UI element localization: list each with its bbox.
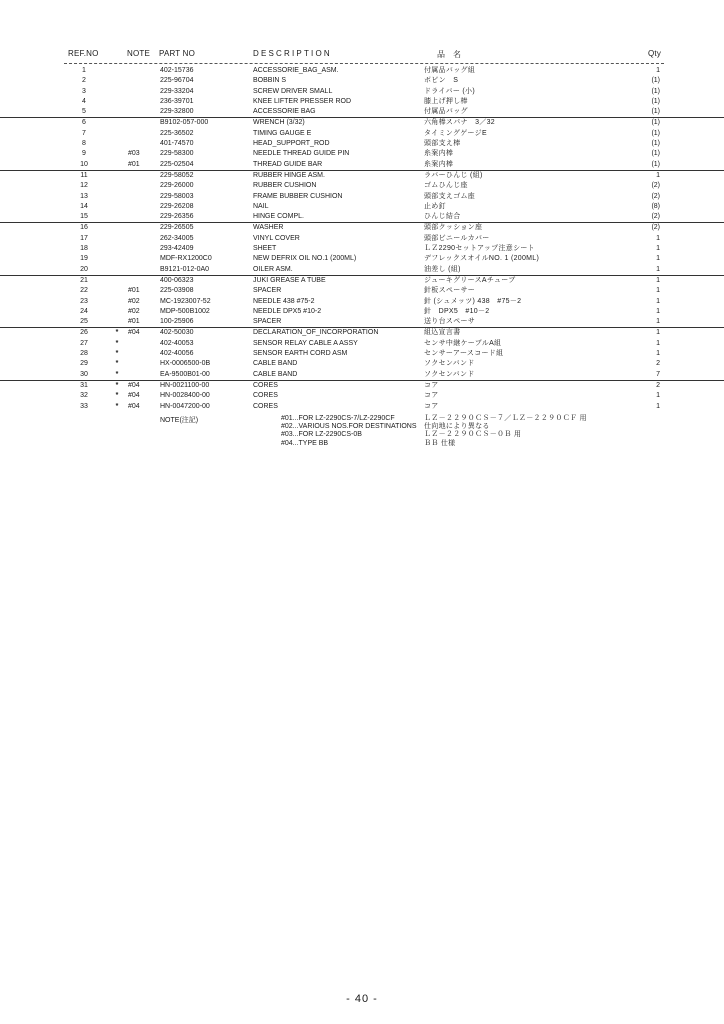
cell-ref-no: 29 <box>80 360 88 368</box>
cell-description: BOBBIN S <box>253 77 287 85</box>
cell-japanese-name: ジューキグリースAチューブ <box>424 276 516 284</box>
cell-description: SPACER <box>253 318 282 326</box>
cell-japanese-name: コア <box>424 402 439 410</box>
cell-quantity: (1) <box>651 77 660 85</box>
cell-japanese-name: 止め釘 <box>424 202 446 210</box>
cell-description: CORES <box>253 392 278 400</box>
cell-note-code: #02 <box>128 297 140 305</box>
cell-description: SHEET <box>253 245 277 253</box>
cell-part-no: 402-40053 <box>160 339 194 347</box>
cell-japanese-name: ボビン S <box>424 77 459 85</box>
table-row <box>0 254 724 264</box>
cell-part-no: B9102-057-000 <box>160 119 209 127</box>
table-row <box>0 107 724 117</box>
cell-ref-no: 21 <box>80 276 88 284</box>
cell-quantity: 1 <box>656 329 660 337</box>
cell-ref-no: 17 <box>80 234 88 242</box>
cell-quantity: (2) <box>651 182 660 190</box>
cell-quantity: (1) <box>651 97 660 105</box>
cell-ref-no: 31 <box>80 381 88 389</box>
cell-new-part-mark: * <box>115 339 119 347</box>
cell-description: HINGE COMPL. <box>253 213 304 221</box>
cell-ref-no: 13 <box>80 192 88 200</box>
cell-part-no: 229-58003 <box>160 192 194 200</box>
cell-part-no: 229-58300 <box>160 150 194 158</box>
cell-quantity: (2) <box>651 192 660 200</box>
cell-ref-no: 23 <box>80 297 88 305</box>
cell-description: RUBBER CUSHION <box>253 182 317 190</box>
cell-ref-no: 4 <box>82 97 86 105</box>
cell-part-no: 402-15736 <box>160 67 194 74</box>
cell-note-code: #04 <box>128 329 140 337</box>
cell-description: NEEDLE 438 #75-2 <box>253 297 315 305</box>
cell-japanese-name: 頭部支え棒 <box>424 140 461 148</box>
cell-new-part-mark: * <box>115 360 119 368</box>
cell-description: WASHER <box>253 224 284 232</box>
table-row <box>0 202 724 212</box>
cell-part-no: 100-25906 <box>160 318 194 326</box>
header-description: DESCRIPTION <box>253 49 332 58</box>
cell-quantity: 1 <box>656 297 660 305</box>
cell-quantity: (2) <box>651 224 660 232</box>
cell-quantity: 1 <box>656 265 660 273</box>
note-text-jp: ＢＢ 仕様 <box>424 439 456 447</box>
cell-part-no: 229-26208 <box>160 202 194 210</box>
header-ref-no: REF.NO <box>68 49 99 58</box>
cell-part-no: HN-0047200-00 <box>160 402 210 410</box>
cell-description: OILER ASM. <box>253 265 293 273</box>
cell-japanese-name: 糸案内棒 <box>424 160 454 168</box>
cell-japanese-name: 組込宣言書 <box>424 329 461 337</box>
cell-part-no: 225-36502 <box>160 129 194 137</box>
cell-quantity: 1 <box>656 234 660 242</box>
note-line <box>0 431 724 439</box>
cell-ref-no: 11 <box>80 171 88 179</box>
table-row <box>0 66 724 76</box>
cell-ref-no: 12 <box>80 182 88 190</box>
cell-japanese-name: 六角棒スパナ 3／32 <box>424 119 495 127</box>
cell-ref-no: 14 <box>80 202 88 210</box>
cell-ref-no: 2 <box>82 77 86 85</box>
cell-description: VINYL COVER <box>253 234 300 242</box>
cell-quantity: (1) <box>651 87 660 95</box>
table-row <box>0 170 724 181</box>
cell-part-no: HN-0028400-00 <box>160 392 210 400</box>
cell-description: KNEE LIFTER PRESSER ROD <box>253 97 352 105</box>
note-text-jp: ＬＺ－２２９０ＣＳ－７／ＬＺ－２２９０ＣＦ 用 <box>424 415 587 422</box>
cell-part-no: 236-39701 <box>160 97 194 105</box>
cell-ref-no: 33 <box>80 402 88 410</box>
cell-ref-no: 8 <box>82 140 86 148</box>
cell-japanese-name: 頭部ビニールカバー <box>424 234 490 242</box>
cell-new-part-mark: * <box>115 350 119 358</box>
cell-part-no: 225-03908 <box>160 287 194 295</box>
cell-quantity: 1 <box>656 307 660 315</box>
cell-japanese-name: ひんじ結合 <box>424 213 461 221</box>
cell-note-code: #03 <box>128 150 140 158</box>
cell-japanese-name: 付属品バッグ組 <box>424 67 476 74</box>
cell-ref-no: 27 <box>80 339 88 347</box>
table-row <box>0 234 724 244</box>
cell-note-code: #01 <box>128 287 140 295</box>
cell-note-code: #02 <box>128 307 140 315</box>
note-text-en: #04...TYPE BB <box>281 439 329 447</box>
table-row <box>0 181 724 191</box>
cell-description: JUKI GREASE A TUBE <box>253 276 326 284</box>
cell-ref-no: 18 <box>80 245 88 253</box>
cell-description: FRAME BUBBER CUSHION <box>253 192 343 200</box>
cell-description: CABLE BAND <box>253 370 298 378</box>
cell-japanese-name: センサーアースコード組 <box>424 350 504 358</box>
cell-part-no: MDP-500B1002 <box>160 307 210 315</box>
note-line <box>0 423 724 431</box>
cell-ref-no: 15 <box>80 213 88 221</box>
table-row <box>0 391 724 401</box>
notes-label: NOTE(注記) <box>160 417 199 424</box>
cell-japanese-name: 糸案内棒 <box>424 150 454 158</box>
cell-japanese-name: 送り台スペーサ <box>424 318 476 326</box>
cell-quantity: (1) <box>651 150 660 158</box>
table-row <box>0 370 724 380</box>
cell-ref-no: 10 <box>80 160 88 168</box>
cell-part-no: 293-42409 <box>160 245 194 253</box>
cell-japanese-name: ＬＺ2290セットアップ注意シート <box>424 245 535 253</box>
cell-ref-no: 24 <box>80 307 88 315</box>
cell-ref-no: 1 <box>82 67 86 74</box>
table-row <box>0 76 724 86</box>
cell-description: THREAD GUIDE BAR <box>253 160 323 168</box>
cell-part-no: 225-02504 <box>160 160 194 168</box>
note-text-en: #02...VARIOUS NOS.FOR DESTINATIONS <box>281 423 417 431</box>
table-row <box>0 380 724 391</box>
cell-ref-no: 25 <box>80 318 88 326</box>
table-row <box>0 327 724 338</box>
cell-ref-no: 19 <box>80 255 88 263</box>
notes-section <box>0 415 724 448</box>
cell-ref-no: 26 <box>80 329 88 337</box>
cell-part-no: 229-58052 <box>160 171 194 179</box>
cell-note-code: #04 <box>128 381 140 389</box>
cell-japanese-name: ドライバー (小) <box>424 87 475 95</box>
table-row <box>0 149 724 159</box>
table-row <box>0 212 724 222</box>
cell-part-no: MC-1923007-52 <box>160 297 211 305</box>
cell-part-no: 229-26356 <box>160 213 194 221</box>
table-row <box>0 359 724 369</box>
header-part-no: PART NO <box>159 49 196 58</box>
cell-part-no: HX-0006500-0B <box>160 360 211 368</box>
cell-new-part-mark: * <box>115 381 119 389</box>
table-row <box>0 307 724 317</box>
cell-part-no: B9121-012-0A0 <box>160 265 210 273</box>
cell-quantity: 2 <box>656 360 660 368</box>
cell-new-part-mark: * <box>115 370 119 378</box>
note-text-jp: ＬＺ－２２９０ＣＳ－０Ｂ 用 <box>424 431 522 439</box>
table-row <box>0 160 724 170</box>
cell-japanese-name: ソクセンバンド <box>424 370 475 378</box>
cell-quantity: 1 <box>656 392 660 400</box>
cell-description: NEW DEFRIX OIL NO.1 (200ML) <box>253 255 357 263</box>
table-row <box>0 402 724 412</box>
cell-new-part-mark: * <box>115 402 119 410</box>
cell-quantity: 1 <box>656 339 660 347</box>
header-qty: Qty <box>648 49 662 58</box>
cell-ref-no: 7 <box>82 129 86 137</box>
cell-description: RUBBER HINGE ASM. <box>253 171 325 179</box>
table-row <box>0 265 724 275</box>
cell-new-part-mark: * <box>115 329 119 337</box>
note-line <box>0 415 724 423</box>
note-text-en: #03...FOR LZ-2290CS-0B <box>281 431 362 439</box>
cell-ref-no: 32 <box>80 392 88 400</box>
cell-ref-no: 6 <box>82 119 86 127</box>
table-row <box>0 297 724 307</box>
cell-japanese-name: ソクセンバンド <box>424 360 475 368</box>
cell-quantity: 1 <box>656 171 660 179</box>
cell-quantity: 1 <box>656 255 660 263</box>
cell-quantity: 1 <box>656 276 660 284</box>
cell-ref-no: 9 <box>82 150 86 158</box>
cell-ref-no: 28 <box>80 350 88 358</box>
cell-quantity: 1 <box>656 67 660 74</box>
page-number: - 40 - <box>346 993 378 1005</box>
table-row <box>0 275 724 286</box>
header-note: NOTE <box>127 49 151 58</box>
cell-japanese-name: 針 (シュメッツ) 438 #75－2 <box>424 297 522 305</box>
cell-description: SCREW DRIVER SMALL <box>253 87 333 95</box>
cell-description: SENSOR RELAY CABLE A ASSY <box>253 339 358 347</box>
cell-japanese-name: 付属品バッグ <box>424 108 468 116</box>
cell-part-no: MDF-RX1200C0 <box>160 255 212 263</box>
cell-description: ACCESSORIE_BAG_ASM. <box>253 67 339 74</box>
header-divider <box>64 63 664 64</box>
cell-description: SENSOR EARTH CORD ASM <box>253 350 348 358</box>
cell-quantity: (2) <box>651 213 660 221</box>
note-line <box>0 440 724 448</box>
cell-quantity: (1) <box>651 119 660 127</box>
cell-japanese-name: 膝上げ押し棒 <box>424 97 468 105</box>
cell-part-no: 402-50030 <box>160 329 194 337</box>
cell-japanese-name: ラバーひんじ (組) <box>424 171 483 179</box>
cell-description: DECLARATION_OF_INCORPORATION <box>253 329 379 337</box>
cell-quantity: 1 <box>656 350 660 358</box>
cell-description: WRENCH (3/32) <box>253 119 305 127</box>
cell-quantity: 7 <box>656 370 660 378</box>
cell-part-no: 225-96704 <box>160 77 194 85</box>
table-row <box>0 117 724 128</box>
cell-quantity: 1 <box>656 287 660 295</box>
table-row <box>0 97 724 107</box>
cell-ref-no: 30 <box>80 370 88 378</box>
table-row <box>0 286 724 296</box>
cell-quantity: (1) <box>651 129 660 137</box>
cell-description: TIMING GAUGE E <box>253 129 312 137</box>
cell-quantity: 2 <box>656 381 660 389</box>
cell-description: CORES <box>253 381 278 389</box>
cell-part-no: 229-32800 <box>160 108 194 116</box>
cell-quantity: (1) <box>651 108 660 116</box>
cell-part-no: 402-40056 <box>160 350 194 358</box>
cell-ref-no: 20 <box>80 265 88 273</box>
cell-part-no: 401-74570 <box>160 140 194 148</box>
cell-quantity: 1 <box>656 318 660 326</box>
cell-part-no: EA-9500B01-00 <box>160 370 210 378</box>
cell-part-no: 229-26505 <box>160 224 194 232</box>
cell-note-code: #04 <box>128 392 140 400</box>
cell-part-no: 229-26000 <box>160 182 194 190</box>
table-row <box>0 222 724 233</box>
cell-new-part-mark: * <box>115 392 119 400</box>
cell-japanese-name: ゴムひんじ座 <box>424 182 468 190</box>
note-text-en: #01...FOR LZ-2290CS-7/LZ-2290CF <box>281 415 395 422</box>
cell-description: NEEDLE THREAD GUIDE PIN <box>253 150 350 158</box>
cell-note-code: #04 <box>128 402 140 410</box>
table-row <box>0 339 724 349</box>
note-text-jp: 仕向地により異なる <box>424 423 490 431</box>
cell-ref-no: 5 <box>82 108 86 116</box>
cell-part-no: HN-0021100-00 <box>160 381 210 389</box>
cell-quantity: 1 <box>656 402 660 410</box>
cell-description: CABLE BAND <box>253 360 298 368</box>
table-row <box>0 317 724 327</box>
table-row <box>0 129 724 139</box>
cell-japanese-name: 針 DPX5 #10－2 <box>424 307 490 315</box>
cell-ref-no: 16 <box>80 224 88 232</box>
cell-description: ACCESSORIE BAG <box>253 108 316 116</box>
cell-japanese-name: 頭部クッション座 <box>424 224 483 232</box>
cell-quantity: 1 <box>656 245 660 253</box>
cell-part-no: 229-33204 <box>160 87 194 95</box>
notes-lines <box>0 415 724 448</box>
cell-description: CORES <box>253 402 278 410</box>
cell-description: NAIL <box>253 202 269 210</box>
cell-description: HEAD_SUPPORT_ROD <box>253 140 330 148</box>
header-japanese-name: 品 名 <box>437 50 461 59</box>
table-row <box>0 244 724 254</box>
cell-quantity: (8) <box>651 202 660 210</box>
cell-japanese-name: デフレックスオイルNO. 1 (200ML) <box>424 255 540 263</box>
cell-ref-no: 22 <box>80 287 88 295</box>
cell-description: NEEDLE DPX5 #10-2 <box>253 307 322 315</box>
table-row <box>0 192 724 202</box>
cell-japanese-name: コア <box>424 381 439 389</box>
cell-japanese-name: コア <box>424 392 439 400</box>
cell-japanese-name: センサ中継ケーブルA組 <box>424 339 502 347</box>
cell-part-no: 262-34005 <box>160 234 194 242</box>
parts-table-body <box>0 66 724 412</box>
table-row <box>0 139 724 149</box>
cell-ref-no: 3 <box>82 87 86 95</box>
table-row <box>0 87 724 97</box>
cell-japanese-name: 油差し (組) <box>424 265 461 273</box>
cell-note-code: #01 <box>128 318 140 326</box>
cell-japanese-name: タイミングゲージE <box>424 129 487 137</box>
cell-quantity: (1) <box>651 160 660 168</box>
cell-note-code: #01 <box>128 160 140 168</box>
cell-quantity: (1) <box>651 140 660 148</box>
cell-japanese-name: 頭部支えゴム座 <box>424 192 476 200</box>
cell-part-no: 400-06323 <box>160 276 194 284</box>
cell-description: SPACER <box>253 287 282 295</box>
cell-japanese-name: 針板スペーサー <box>424 287 476 295</box>
table-row <box>0 349 724 359</box>
